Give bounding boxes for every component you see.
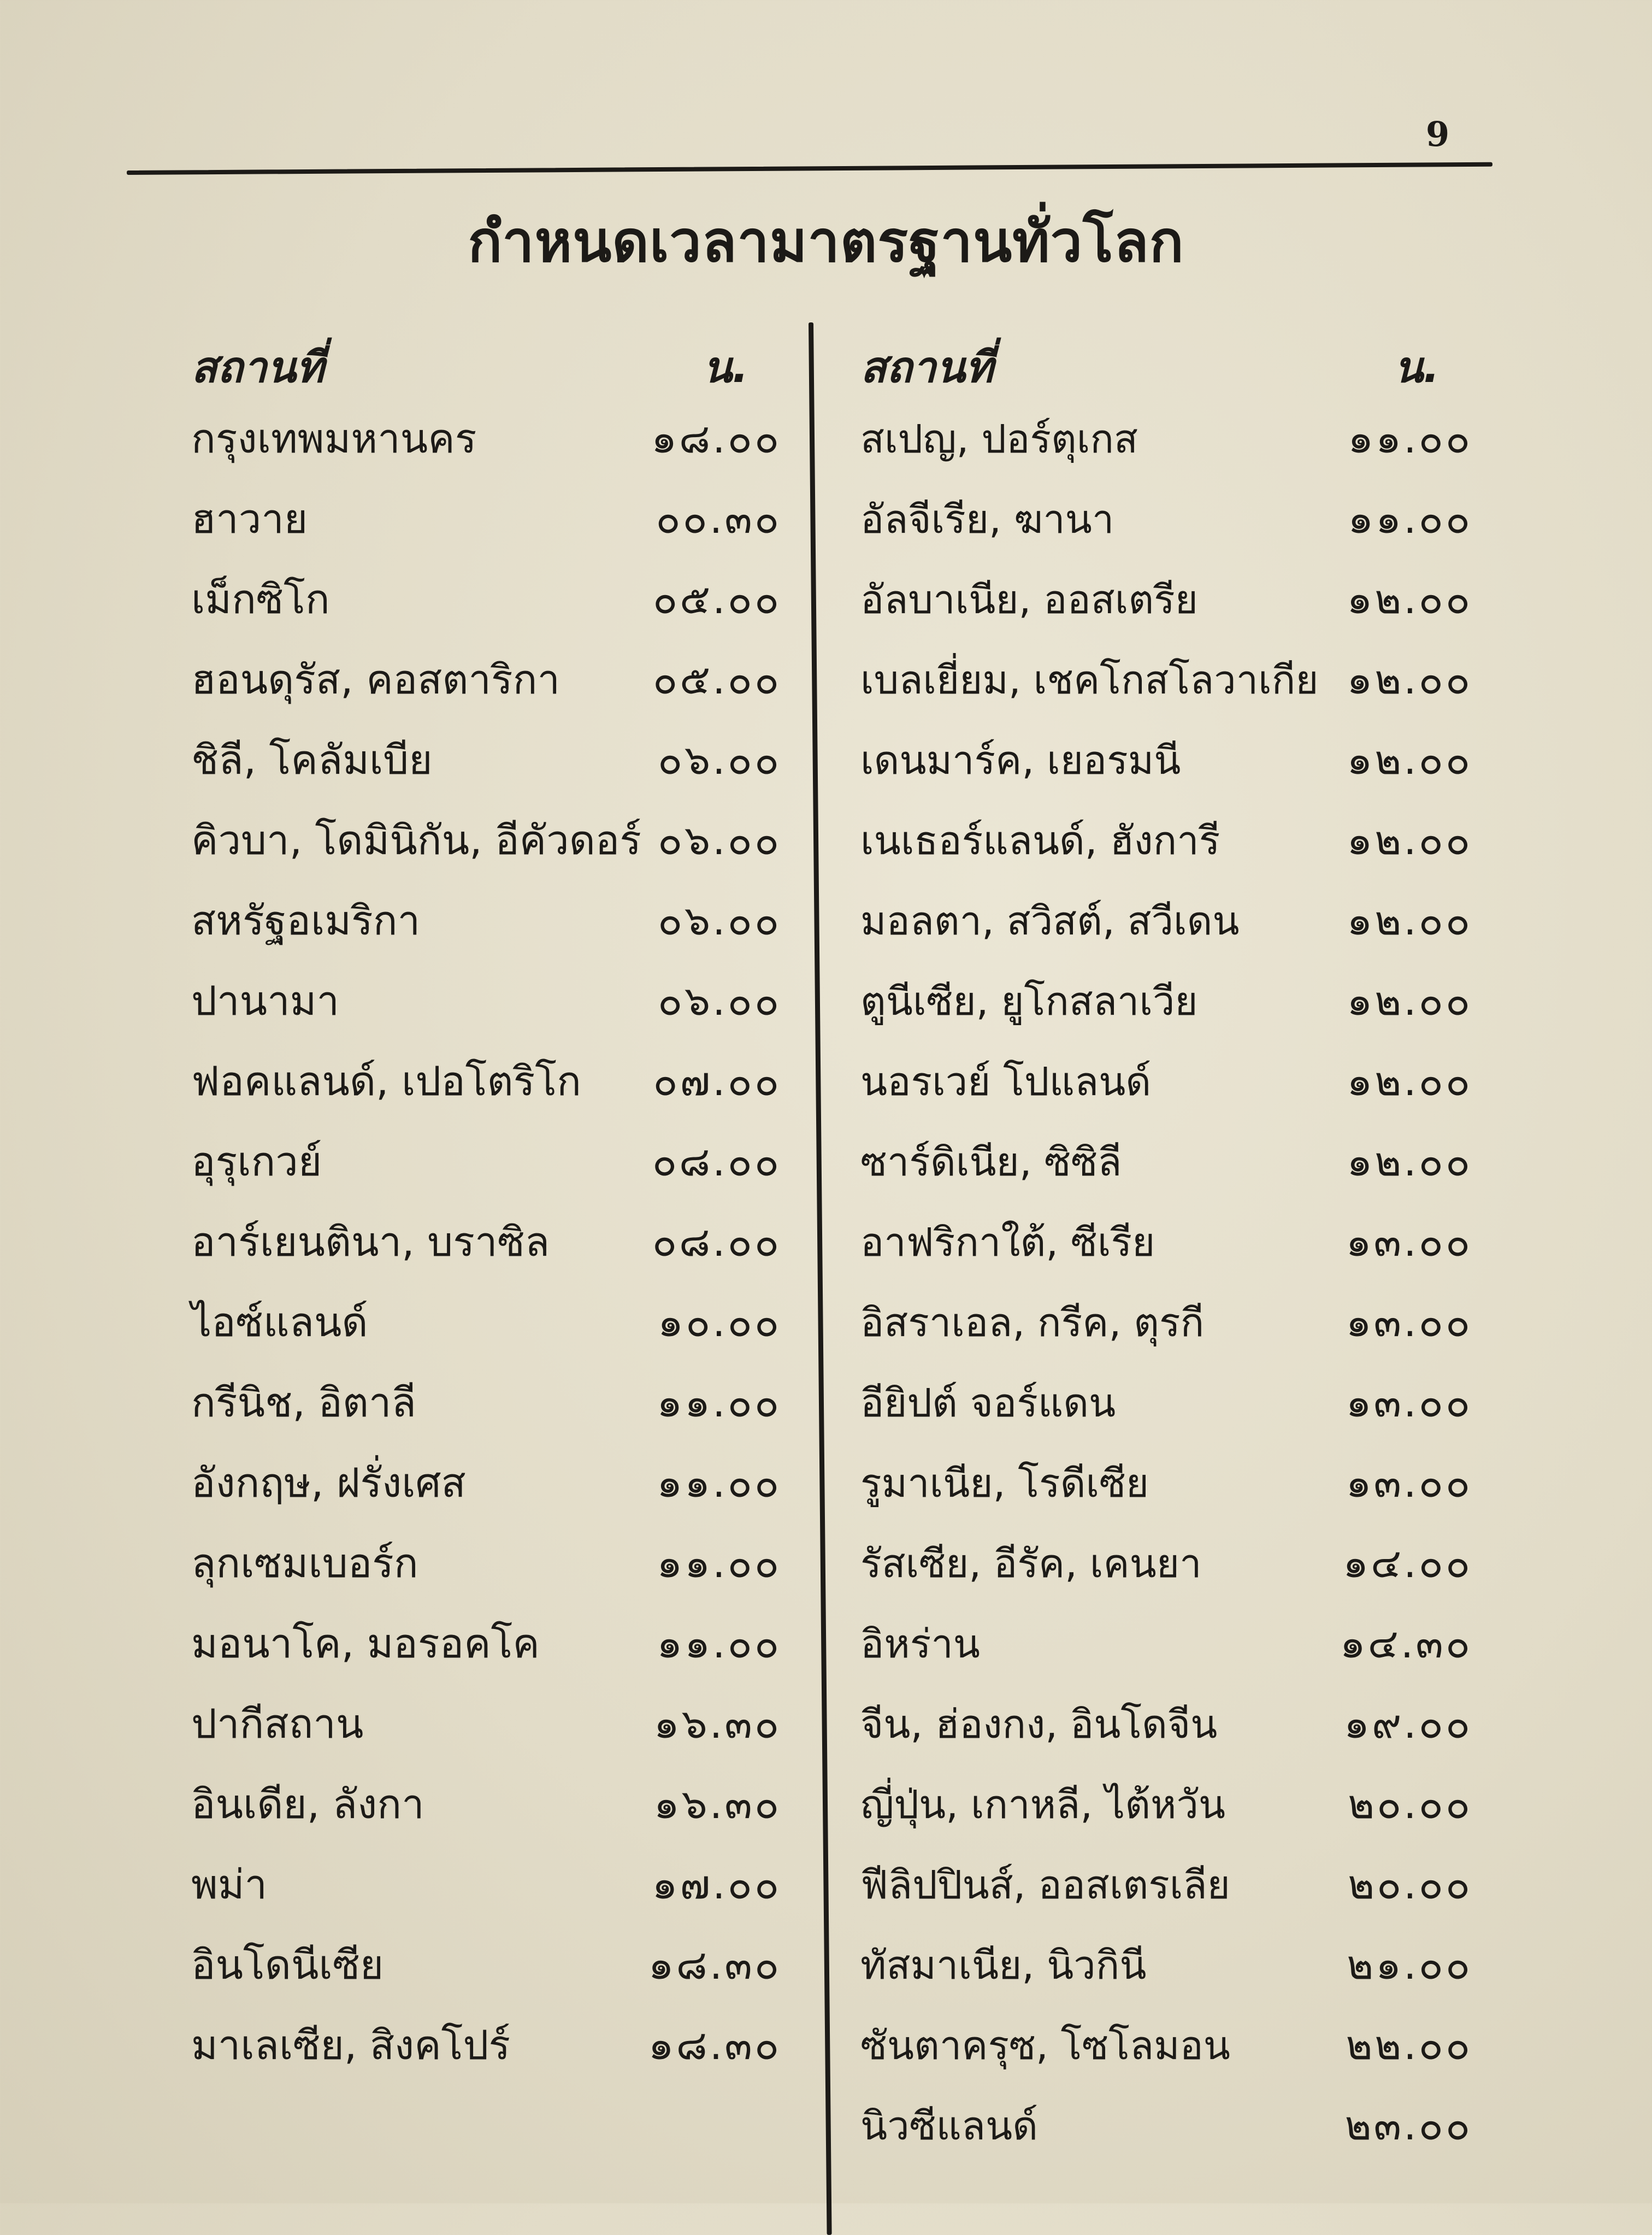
time-row	[860, 1765, 1472, 1845]
place-name: ชิลี, โคลัมเบีย	[191, 737, 433, 784]
time-row	[191, 801, 781, 881]
left-column-header	[191, 333, 781, 399]
place-name: อัลบาเนีย, ออสเตรีย	[860, 577, 1198, 622]
time-row	[191, 961, 781, 1042]
time-row	[860, 801, 1472, 881]
place-name: ซันตาครุซ, โซโลมอน	[860, 2022, 1231, 2068]
time-row	[191, 479, 781, 560]
local-time: ๑๖.๓๐	[653, 1701, 781, 1748]
column-divider	[809, 322, 832, 2235]
time-row	[860, 1443, 1472, 1524]
place-name: ลุกเซมเบอร์ก	[191, 1540, 418, 1587]
local-time: ๑๙.๐๐	[1343, 1701, 1472, 1748]
place-name: รูมาเนีย, โรดีเซีย	[860, 1460, 1149, 1506]
place-name: อิหร่าน	[860, 1621, 981, 1667]
place-name: คิวบา, โดมินิกัน, อีคัวดอร์	[191, 817, 641, 864]
time-row	[191, 881, 781, 961]
header-hour: น.	[1394, 343, 1439, 392]
time-row	[191, 1684, 781, 1765]
local-time: ๐๘.๐๐	[652, 1138, 781, 1185]
place-name: ฟีลิปปินส์, ออสเตรเลีย	[860, 1862, 1230, 1908]
time-row	[860, 1122, 1472, 1202]
local-time: ๐๕.๐๐	[652, 576, 781, 623]
time-row	[191, 560, 781, 640]
place-name: กรุงเทพมหานคร	[191, 415, 477, 462]
time-row	[191, 1925, 781, 2005]
left-column	[191, 333, 781, 2086]
place-name: อินโดนีเซีย	[191, 1942, 384, 1989]
place-name: เบลเยี่ยม, เชคโกสโลวาเกีย	[860, 657, 1319, 703]
time-row	[860, 1604, 1472, 1684]
time-row	[191, 640, 781, 720]
time-row	[191, 1042, 781, 1122]
place-name: อิสราเอล, กรีค, ตุรกี	[860, 1299, 1205, 1345]
local-time: ๐๐.๓๐	[656, 496, 781, 543]
local-time: ๑๓.๐๐	[1346, 1299, 1472, 1346]
time-row	[191, 1524, 781, 1604]
place-name: อาร์เยนตินา, บราซิล	[191, 1219, 550, 1266]
place-name: อุรุเกวย์	[191, 1138, 322, 1185]
time-row	[191, 1122, 781, 1202]
local-time: ๑๘.๓๐	[648, 2022, 781, 2069]
place-name: เม็กซิโก	[191, 576, 330, 623]
time-row	[860, 1042, 1472, 1122]
place-name: ฟอคแลนด์, เปอโตริโก	[191, 1058, 581, 1105]
local-time: ๒๒.๐๐	[1346, 2022, 1472, 2069]
header-place: สถานที่	[860, 343, 994, 392]
local-time: ๐๕.๐๐	[652, 656, 781, 703]
local-time: ๑๔.๐๐	[1343, 1540, 1472, 1587]
time-row	[860, 399, 1472, 479]
place-name: ตูนีเซีย, ยูโกสลาเวีย	[860, 978, 1198, 1024]
time-row	[191, 1604, 781, 1684]
local-time: ๑๒.๐๐	[1347, 1058, 1472, 1105]
place-name: ซาร์ดิเนีย, ซิซิลี	[860, 1139, 1122, 1185]
place-name: ทัสมาเนีย, นิวกินี	[860, 1942, 1147, 1988]
local-time: ๑๒.๐๐	[1347, 817, 1472, 864]
time-row	[860, 1925, 1472, 2005]
place-name: สเปญ, ปอร์ตุเกส	[860, 416, 1138, 462]
local-time: ๐๗.๐๐	[653, 1058, 781, 1105]
place-name: อัลจีเรีย, ฆานา	[860, 496, 1114, 542]
place-name: นิวซีแลนด์	[860, 2103, 1039, 2149]
time-row	[860, 1202, 1472, 1283]
right-column-header	[860, 333, 1472, 399]
right-column	[860, 333, 1472, 2166]
place-name: มอนาโค, มอรอคโค	[191, 1620, 540, 1667]
local-time: ๑๒.๐๐	[1347, 978, 1472, 1025]
time-row	[191, 1363, 781, 1443]
local-time: ๑๔.๓๐	[1340, 1620, 1472, 1667]
local-time: ๑๒.๐๐	[1347, 576, 1472, 623]
place-name: กรีนิช, อิตาลี	[191, 1379, 416, 1426]
time-row	[191, 1283, 781, 1363]
local-time: ๒๐.๐๐	[1348, 1781, 1472, 1828]
place-name: นอรเวย์ โปแลนด์	[860, 1058, 1152, 1104]
time-row	[860, 720, 1472, 801]
local-time: ๑๗.๐๐	[652, 1861, 781, 1908]
local-time: ๑๘.๓๐	[648, 1942, 781, 1989]
place-name: อียิปต์ จอร์แดน	[860, 1380, 1116, 1426]
local-time: ๑๒.๐๐	[1347, 737, 1472, 784]
local-time: ๒๑.๐๐	[1347, 1942, 1472, 1989]
time-row	[860, 560, 1472, 640]
header-place: สถานที่	[191, 343, 324, 392]
local-time: ๐๖.๐๐	[658, 978, 781, 1025]
time-row	[191, 1443, 781, 1524]
right-time-list	[860, 399, 1472, 2166]
local-time: ๑๓.๐๐	[1346, 1460, 1472, 1507]
local-time: ๑๓.๐๐	[1346, 1379, 1472, 1426]
place-name: พม่า	[191, 1861, 268, 1908]
local-time: ๒๐.๐๐	[1348, 1861, 1472, 1908]
time-row	[860, 1684, 1472, 1765]
time-row	[191, 720, 781, 801]
place-name: ปานามา	[191, 978, 339, 1025]
place-name: ฮอนดุรัส, คอสตาริกา	[191, 656, 560, 703]
local-time: ๐๖.๐๐	[658, 897, 781, 944]
local-time: ๑๐.๐๐	[658, 1299, 781, 1346]
time-row	[860, 1524, 1472, 1604]
place-name: เนเธอร์แลนด์, ฮังการี	[860, 817, 1220, 863]
time-row	[860, 2086, 1472, 2166]
time-row	[191, 399, 781, 479]
local-time: ๑๒.๐๐	[1347, 897, 1472, 944]
page-title: กำหนดเวลามาตรฐานทั่วโลก	[468, 208, 1184, 275]
place-name: อาฟริกาใต้, ซีเรีย	[860, 1219, 1155, 1265]
local-time: ๑๑.๐๐	[1348, 415, 1472, 462]
time-row	[860, 640, 1472, 720]
left-time-list	[191, 399, 781, 2086]
local-time: ๐๖.๐๐	[658, 737, 781, 784]
page-number: 9	[1426, 114, 1450, 154]
place-name: ไอซ์แลนด์	[191, 1299, 368, 1346]
local-time: ๑๑.๐๐	[657, 1540, 781, 1587]
time-row	[860, 1283, 1472, 1363]
local-time: ๐๖.๐๐	[658, 817, 781, 864]
place-name: เดนมาร์ค, เยอรมนี	[860, 737, 1181, 783]
local-time: ๑๑.๐๐	[1348, 496, 1472, 543]
local-time: ๑๑.๐๐	[657, 1460, 781, 1507]
time-row	[860, 2005, 1472, 2086]
time-row	[860, 479, 1472, 560]
local-time: ๑๑.๐๐	[657, 1379, 781, 1426]
local-time: ๑๖.๓๐	[653, 1781, 781, 1828]
local-time: ๑๒.๐๐	[1347, 1138, 1472, 1185]
time-row	[860, 1363, 1472, 1443]
place-name: ปากีสถาน	[191, 1701, 364, 1748]
place-name: สหรัฐอเมริกา	[191, 897, 421, 944]
place-name: มอลตา, สวิสต์, สวีเดน	[860, 898, 1240, 944]
place-name: ญี่ปุ่น, เกาหลี, ไต้หวัน	[860, 1781, 1226, 1827]
place-name: มาเลเซีย, สิงคโปร์	[191, 2022, 511, 2069]
place-name: อังกฤษ, ฝรั่งเศส	[191, 1460, 466, 1507]
time-row	[860, 1845, 1472, 1925]
header-hour: น.	[703, 343, 748, 392]
time-row	[191, 1202, 781, 1283]
place-name: จีน, ฮ่องกง, อินโดจีน	[860, 1701, 1218, 1747]
time-row	[860, 961, 1472, 1042]
local-time: ๒๓.๐๐	[1344, 2102, 1472, 2149]
header-rule	[127, 162, 1492, 175]
local-time: ๑๓.๐๐	[1346, 1219, 1472, 1266]
local-time: ๑๒.๐๐	[1347, 656, 1472, 703]
place-name: รัสเซีย, อีรัค, เคนยา	[860, 1540, 1202, 1586]
local-time: ๑๘.๐๐	[651, 415, 781, 462]
time-row	[191, 1845, 781, 1925]
time-row	[860, 881, 1472, 961]
local-time: ๐๘.๐๐	[652, 1219, 781, 1266]
time-row	[191, 1765, 781, 1845]
place-name: อินเดีย, ลังกา	[191, 1781, 424, 1828]
place-name: ฮาวาย	[191, 496, 308, 543]
local-time: ๑๑.๐๐	[657, 1620, 781, 1667]
time-row	[191, 2005, 781, 2086]
